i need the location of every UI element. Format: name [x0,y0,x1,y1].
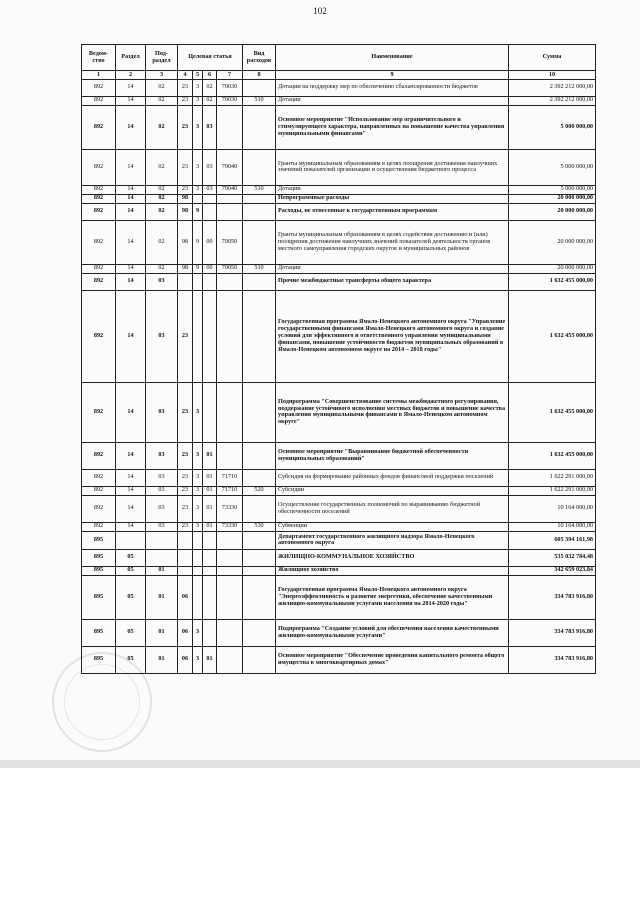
cell-amount: 5 000 000,00 [509,105,596,149]
cell-dept: 892 [82,264,116,273]
cell-dept: 892 [82,79,116,96]
cell-name: Основное мероприятие "Выравнивание бюджетной обеспеченности муниципальных образований" [276,442,509,469]
cell-subsection: 03 [146,522,178,531]
cell-dept: 892 [82,194,116,203]
cell-dept: 892 [82,469,116,486]
cell-subsection: 02 [146,220,178,264]
cell-dept: 892 [82,220,116,264]
cell-target-activity [203,549,217,566]
cell-subsection: 02 [146,105,178,149]
cell-target-activity [203,194,217,203]
cell-name: Основное мероприятие "Обеспечение проведения капитального ремонта общего имущества в многоквартирных домах" [276,646,509,673]
table-row [82,96,596,105]
cell-name: Субсидии [276,486,509,495]
cell-target-activity [203,290,217,382]
cell-section: 14 [116,495,146,522]
cell-target-activity: 02 [203,96,217,105]
cell-target-code [217,549,243,566]
column-number: 3 [146,71,178,80]
cell-target-activity: 01 [203,522,217,531]
cell-target-subprogram: 3 [193,469,203,486]
cell-expense-type [243,382,276,442]
cell-target-code [217,531,243,549]
header-amount: Сумма [509,45,596,71]
cell-expense-type [243,495,276,522]
table-row [82,290,596,382]
cell-target-code: 70050 [217,220,243,264]
cell-amount: 1 622 291 000,00 [509,486,596,495]
cell-expense-type [243,619,276,646]
cell-target-program: 06 [178,575,193,619]
column-number: 5 [193,71,203,80]
cell-target-program: 23 [178,486,193,495]
cell-target-program [178,273,193,290]
cell-target-code [217,105,243,149]
scan-edge [0,760,640,768]
cell-target-program: 23 [178,495,193,522]
cell-amount: 1 632 455 000,00 [509,382,596,442]
cell-target-activity: 02 [203,79,217,96]
cell-section: 05 [116,619,146,646]
cell-target-subprogram [193,549,203,566]
cell-subsection: 03 [146,495,178,522]
cell-expense-type [243,442,276,469]
cell-expense-type [243,549,276,566]
cell-target-subprogram: 9 [193,264,203,273]
header-section: Раздел [116,45,146,71]
cell-subsection: 02 [146,194,178,203]
table-row [82,531,596,549]
table-row [82,203,596,220]
cell-target-subprogram [193,531,203,549]
cell-amount: 20 000 000,00 [509,203,596,220]
cell-target-program: 23 [178,105,193,149]
cell-target-subprogram [193,273,203,290]
cell-section: 05 [116,646,146,673]
cell-target-activity: 01 [203,646,217,673]
cell-expense-type [243,220,276,264]
cell-target-code [217,575,243,619]
cell-amount: 605 394 161,98 [509,531,596,549]
header-name: Наименование [276,45,509,71]
cell-target-subprogram: 3 [193,619,203,646]
cell-subsection: 03 [146,382,178,442]
table-row [82,79,596,96]
cell-target-activity [203,203,217,220]
cell-subsection: 03 [146,273,178,290]
header-expense-type: Вид расходов [243,45,276,71]
cell-expense-type: 510 [243,185,276,194]
cell-target-subprogram: 9 [193,220,203,264]
cell-target-program: 23 [178,79,193,96]
table-row [82,105,596,149]
cell-target-subprogram [193,290,203,382]
cell-target-program: 23 [178,442,193,469]
table-row [82,149,596,185]
cell-name: Основное мероприятие "Использование мер ограничительного и стимулирующего характера, направленных на повышение качества управления муниципальными финансами" [276,105,509,149]
cell-amount: 1 632 455 000,00 [509,290,596,382]
table-row [82,469,596,486]
cell-target-subprogram: 3 [193,79,203,96]
cell-target-code [217,382,243,442]
cell-amount: 1 632 455 000,00 [509,442,596,469]
cell-name: Государственная программа Ямало-Ненецкого автономного округа "Энергоэффективность и развитие энергетики, обеспечение качественными жилищно-коммунальными услугами населения на 2014-2020 годы" [276,575,509,619]
cell-name: Подпрограмма "Создание условий для обеспечения населения качественными жилищно-коммунальными услугами" [276,619,509,646]
cell-target-activity [203,619,217,646]
cell-subsection [146,531,178,549]
cell-name: Государственная программа Ямало-Ненецкого автономного округа "Управление государственными финансами Ямало-Ненецкого автономного округа и создание условий для эффективного и ответственного управления муниципальными финансами, повышение устойчивости бюджетов муниципальных образований в Ямало-Ненецком автономном округе на 2014 – 2018 годы" [276,290,509,382]
column-number: 9 [276,71,509,80]
cell-dept: 892 [82,522,116,531]
table-row [82,495,596,522]
cell-target-program: 23 [178,290,193,382]
cell-subsection: 02 [146,203,178,220]
cell-name: Непрограммные расходы [276,194,509,203]
cell-target-activity [203,382,217,442]
cell-section: 14 [116,149,146,185]
cell-name: Подпрограмма "Совершенствование системы межбюджетного регулирования, поддержание устойчивого исполнения местных бюджетов и повышение качества управления муниципальными финансами в Ямало-Ненецком автономном округе" [276,382,509,442]
cell-target-program: 23 [178,469,193,486]
cell-target-program: 06 [178,619,193,646]
cell-expense-type [243,149,276,185]
table-row [82,185,596,194]
header-target-article: Целевая статья [178,45,243,71]
cell-subsection: 02 [146,79,178,96]
cell-name: Дотации [276,185,509,194]
cell-dept: 895 [82,531,116,549]
cell-target-code: 70050 [217,264,243,273]
column-number: 6 [203,71,217,80]
cell-target-subprogram [193,566,203,575]
cell-subsection: 03 [146,486,178,495]
cell-name: Дотации на поддержку мер по обеспечению сбалансированности бюджетов [276,79,509,96]
cell-name: Расходы, не отнесенные к государственным программам [276,203,509,220]
cell-expense-type [243,646,276,673]
header-row [82,45,596,71]
table-row [82,619,596,646]
cell-name: Департамент государственного жилищного надзора Ямало-Ненецкого автономного округа [276,531,509,549]
cell-expense-type [243,105,276,149]
cell-target-program: 98 [178,194,193,203]
cell-subsection: 02 [146,149,178,185]
cell-dept: 892 [82,203,116,220]
cell-expense-type [243,194,276,203]
cell-target-activity: 03 [203,105,217,149]
cell-dept: 892 [82,96,116,105]
cell-target-program: 23 [178,96,193,105]
cell-subsection: 01 [146,575,178,619]
cell-name: Осуществление государственных полномочий по выравниванию бюджетной обеспеченности поселений [276,495,509,522]
cell-target-activity [203,566,217,575]
cell-target-subprogram: 3 [193,486,203,495]
table-row [82,382,596,442]
cell-target-subprogram: 3 [193,382,203,442]
cell-section: 14 [116,290,146,382]
cell-target-subprogram: 3 [193,105,203,149]
page-number: 102 [313,6,327,16]
cell-dept: 895 [82,575,116,619]
cell-target-code: 71710 [217,469,243,486]
table-row [82,575,596,619]
cell-target-program: 98 [178,203,193,220]
cell-target-code: 73330 [217,522,243,531]
cell-name: Дотации [276,264,509,273]
cell-section: 14 [116,220,146,264]
cell-target-activity: 03 [203,185,217,194]
cell-amount: 2 392 212 000,00 [509,79,596,96]
column-number: 10 [509,71,596,80]
cell-subsection: 03 [146,469,178,486]
cell-amount: 10 164 000,00 [509,495,596,522]
cell-dept: 892 [82,495,116,522]
cell-name: Прочие межбюджетные трансферты общего характера [276,273,509,290]
cell-subsection: 03 [146,442,178,469]
cell-dept: 895 [82,549,116,566]
cell-name: ЖИЛИЩНО-КОММУНАЛЬНОЕ ХОЗЯЙСТВО [276,549,509,566]
column-number: 7 [217,71,243,80]
cell-subsection: 02 [146,96,178,105]
cell-name: Субсидия на формирование районных фондов финансовой поддержки поселений [276,469,509,486]
table-row [82,264,596,273]
cell-section: 14 [116,273,146,290]
cell-target-code: 70030 [217,96,243,105]
cell-dept: 892 [82,442,116,469]
cell-dept: 892 [82,149,116,185]
cell-amount: 20 000 000,00 [509,264,596,273]
cell-target-activity: 00 [203,264,217,273]
cell-section: 14 [116,382,146,442]
cell-target-code: 70040 [217,185,243,194]
cell-target-code [217,194,243,203]
column-number: 8 [243,71,276,80]
cell-target-program [178,531,193,549]
cell-section: 14 [116,194,146,203]
cell-dept: 892 [82,486,116,495]
cell-dept: 895 [82,566,116,575]
cell-target-program: 98 [178,264,193,273]
cell-dept: 892 [82,290,116,382]
cell-target-activity: 01 [203,486,217,495]
table-row [82,194,596,203]
cell-target-subprogram: 3 [193,96,203,105]
cell-expense-type: 510 [243,96,276,105]
cell-target-subprogram: 3 [193,185,203,194]
table-row [82,442,596,469]
cell-target-code [217,646,243,673]
cell-subsection [146,549,178,566]
cell-target-program: 23 [178,185,193,194]
cell-name: Гранты муниципальным образованиям в целях поощрения достижения наилучших значений показателей организации и осуществления бюджетного процесса [276,149,509,185]
cell-name: Дотации [276,96,509,105]
cell-subsection: 01 [146,619,178,646]
cell-amount: 1 622 291 000,00 [509,469,596,486]
cell-amount: 535 032 784,48 [509,549,596,566]
cell-target-program: 06 [178,646,193,673]
cell-section: 14 [116,185,146,194]
cell-target-activity: 01 [203,469,217,486]
cell-section: 14 [116,96,146,105]
cell-target-program [178,549,193,566]
cell-expense-type [243,566,276,575]
cell-subsection: 02 [146,264,178,273]
cell-amount: 334 783 916,80 [509,575,596,619]
column-number: 2 [116,71,146,80]
cell-dept: 892 [82,185,116,194]
cell-target-subprogram: 3 [193,149,203,185]
cell-subsection: 01 [146,566,178,575]
cell-target-activity [203,575,217,619]
cell-expense-type: 510 [243,264,276,273]
cell-target-subprogram [193,575,203,619]
cell-section: 14 [116,469,146,486]
cell-expense-type [243,273,276,290]
table-row [82,566,596,575]
table-row [82,486,596,495]
cell-target-code [217,566,243,575]
cell-target-activity: 00 [203,220,217,264]
cell-section: 14 [116,105,146,149]
cell-target-code: 73330 [217,495,243,522]
cell-target-code [217,273,243,290]
column-number: 1 [82,71,116,80]
cell-target-code: 70030 [217,79,243,96]
cell-target-program [178,566,193,575]
table-row [82,273,596,290]
cell-target-code [217,290,243,382]
cell-amount: 20 000 000,00 [509,220,596,264]
cell-target-code: 71710 [217,486,243,495]
cell-section: 05 [116,575,146,619]
cell-target-subprogram: 3 [193,522,203,531]
cell-amount: 342 659 023,84 [509,566,596,575]
cell-target-activity: 01 [203,442,217,469]
cell-target-activity: 01 [203,495,217,522]
cell-name: Жилищное хозяйство [276,566,509,575]
budget-table [81,44,596,674]
cell-target-activity [203,531,217,549]
column-number: 4 [178,71,193,80]
cell-amount: 334 783 916,80 [509,619,596,646]
cell-expense-type [243,469,276,486]
table-row [82,549,596,566]
cell-section: 14 [116,203,146,220]
cell-name: Гранты муниципальным образованиям в целях содействия достижению и (или) поощрения достижения наилучших значений показателей деятельности органов местного самоуправления городских округов и муниципальных районов [276,220,509,264]
cell-section: 14 [116,486,146,495]
cell-dept: 895 [82,619,116,646]
cell-target-program: 23 [178,382,193,442]
cell-target-code [217,203,243,220]
cell-expense-type [243,290,276,382]
cell-subsection: 02 [146,185,178,194]
cell-target-program: 23 [178,522,193,531]
cell-amount: 5 000 000,00 [509,185,596,194]
cell-target-subprogram: 3 [193,646,203,673]
cell-target-program: 23 [178,149,193,185]
cell-amount: 10 164 000,00 [509,522,596,531]
cell-amount: 1 632 455 000,00 [509,273,596,290]
cell-section: 14 [116,264,146,273]
cell-section: 05 [116,566,146,575]
column-number-row [82,71,596,80]
cell-target-subprogram: 3 [193,442,203,469]
cell-name: Субвенции [276,522,509,531]
cell-section: 14 [116,79,146,96]
cell-amount: 2 392 212 000,00 [509,96,596,105]
cell-dept: 895 [82,646,116,673]
cell-amount: 334 783 916,80 [509,646,596,673]
cell-target-activity: 03 [203,149,217,185]
cell-target-program: 98 [178,220,193,264]
cell-target-code: 70040 [217,149,243,185]
cell-expense-type [243,531,276,549]
cell-amount: 20 000 000,00 [509,194,596,203]
cell-section: 05 [116,549,146,566]
table-body [82,79,596,673]
cell-target-subprogram [193,194,203,203]
cell-dept: 892 [82,382,116,442]
cell-target-code [217,442,243,469]
cell-target-code [217,619,243,646]
cell-amount: 5 000 000,00 [509,149,596,185]
cell-target-subprogram: 9 [193,203,203,220]
header-subsection: Под-раздел [146,45,178,71]
cell-expense-type [243,79,276,96]
table-row [82,522,596,531]
cell-dept: 892 [82,105,116,149]
cell-target-activity [203,273,217,290]
cell-expense-type: 530 [243,522,276,531]
cell-section: 14 [116,442,146,469]
table-row [82,646,596,673]
cell-expense-type: 520 [243,486,276,495]
cell-section [116,531,146,549]
cell-dept: 892 [82,273,116,290]
cell-expense-type [243,203,276,220]
header-dept: Ведом-ство [82,45,116,71]
cell-expense-type [243,575,276,619]
cell-subsection: 01 [146,646,178,673]
cell-section: 14 [116,522,146,531]
table-row [82,220,596,264]
cell-target-subprogram: 3 [193,495,203,522]
cell-subsection: 03 [146,290,178,382]
